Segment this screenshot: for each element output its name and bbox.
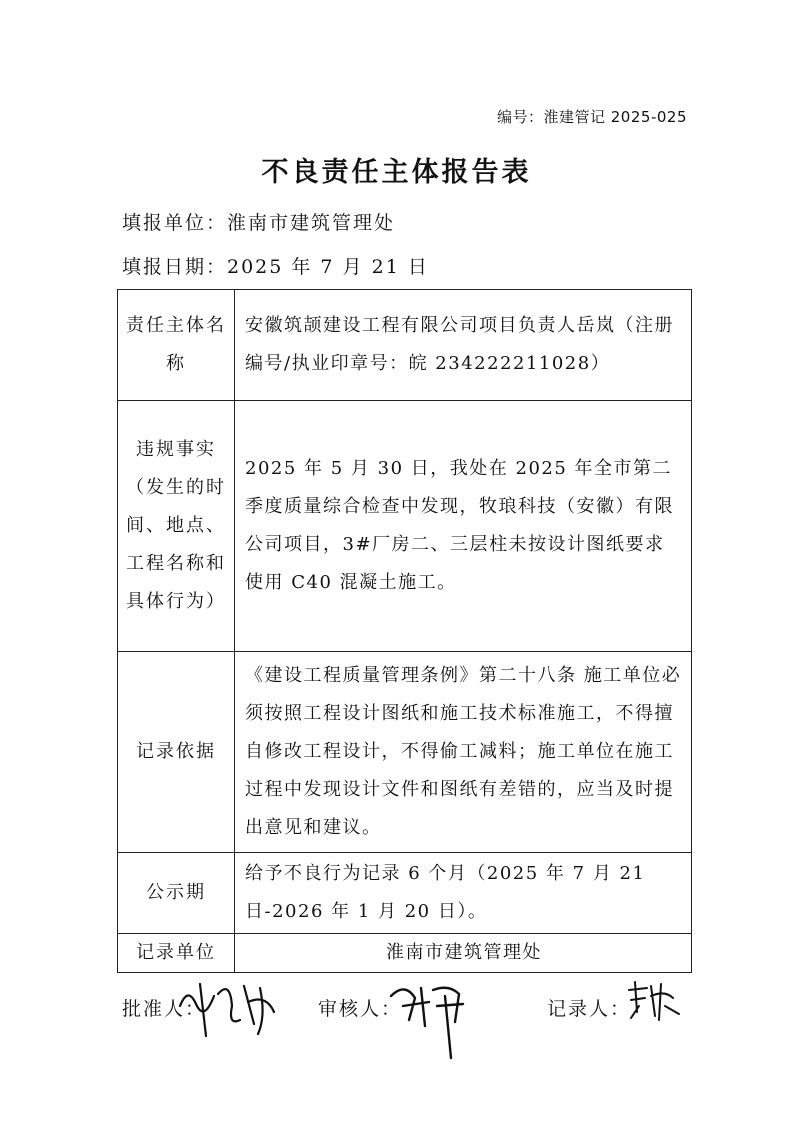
row-content-basis: 《建设工程质量管理条例》第二十八条 施工单位必须按照工程设计图纸和施工技术标准施工，不得擅自修改工程设计，不得偷工减料；施工单位在施工过程中发现设计文件和图纸有差错的，应当及时提出意见和建议。 [235,652,692,853]
row-content-recording-unit: 淮南市建筑管理处 [235,934,692,973]
row-label-basis: 记录依据 [118,652,235,853]
row-content-publicity: 给予不良行为记录 6 个月（2025 年 7 月 21 日-2026 年 1 月 20 日）。 [235,853,692,934]
approver-signature [170,976,290,1046]
table-row [118,853,692,934]
reviewer-label: 审核人： [318,998,403,1020]
reviewer-signature [385,976,480,1061]
row-label-violation: 违规事实（发生的时间、地点、工程名称和具体行为） [118,401,235,652]
table-row [118,934,692,973]
document-number: 编号：淮建管记 2025-025 [497,108,687,126]
signature-line [0,986,793,1066]
table-row [118,652,692,853]
table-row [118,401,692,652]
report-table [117,289,692,973]
row-content-subject: 安徽筑颉建设工程有限公司项目负责人岳岚（注册编号/执业印章号：皖 234222211028） [235,290,692,401]
recorder-signature [625,976,685,1026]
row-content-violation: 2025 年 5 月 30 日，我处在 2025 年全市第二季度质量综合检查中发现，牧琅科技（安徽）有限公司项目，3#厂房二、三层柱未按设计图纸要求使用 C40 混凝土施工。 [235,401,692,652]
recorder-label: 记录人： [547,998,632,1020]
row-label-recording-unit: 记录单位 [118,934,235,973]
row-label-publicity: 公示期 [118,853,235,934]
reporting-date: 填报日期：2025 年 7 月 21 日 [122,256,429,278]
table-row [118,290,692,401]
document-title: 不良责任主体报告表 [261,157,532,188]
approver-label: 批准人： [122,998,207,1020]
row-label-subject: 责任主体名称 [118,290,235,401]
reporting-unit: 填报单位：淮南市建筑管理处 [122,212,396,234]
